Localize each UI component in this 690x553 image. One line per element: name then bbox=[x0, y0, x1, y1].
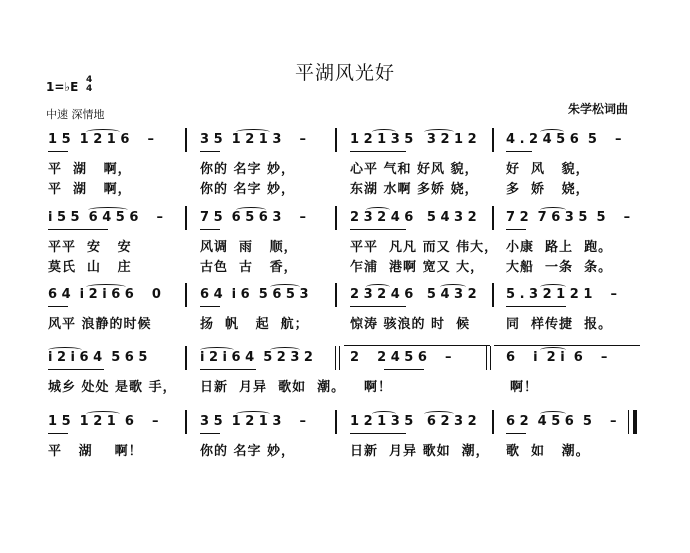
measure-2: 3 5 1 2 1 3 – bbox=[200, 414, 307, 429]
lyric-line-1 bbox=[0, 313, 690, 331]
slur bbox=[236, 411, 270, 417]
lyric-text: 日新 月异 歌如 潮， bbox=[350, 444, 490, 459]
lyric-text: 啊！ bbox=[510, 380, 539, 395]
underline bbox=[48, 229, 108, 230]
lyric-text: 城乡 处处 是歌 手， bbox=[48, 380, 177, 395]
underline bbox=[48, 433, 68, 434]
lyric-text: 同 样传捷 报。 bbox=[506, 317, 613, 332]
measure-1: i 2 i 6 4 5 6 5 bbox=[48, 350, 148, 365]
slur bbox=[86, 284, 126, 290]
lyric-text: 你的 名字 妙， bbox=[200, 182, 296, 197]
lyric-text: 平 湖 啊！ bbox=[48, 444, 143, 459]
score-system-4 bbox=[0, 350, 690, 410]
measure-2: i 2 i 6 4 5 2 3 2 bbox=[200, 350, 313, 365]
meter-top: 4 bbox=[86, 75, 93, 85]
notation-row bbox=[0, 132, 690, 154]
measure-2: 6 4 i 6 5 6 5 3 bbox=[200, 287, 309, 302]
barline bbox=[490, 346, 491, 370]
barline bbox=[335, 283, 337, 307]
underline bbox=[200, 229, 220, 230]
measure-1: 1 5 1 2 1 6 – bbox=[48, 132, 155, 147]
score-system-3 bbox=[0, 287, 690, 347]
slur bbox=[372, 411, 396, 417]
measure-1: i 5 5 6 4 5 6 – bbox=[48, 210, 164, 225]
underline bbox=[200, 306, 220, 307]
slur bbox=[440, 284, 466, 290]
lyric-text: 古色 古 香， bbox=[200, 260, 298, 275]
slur bbox=[270, 284, 300, 290]
notation-row bbox=[0, 414, 690, 436]
slur bbox=[88, 207, 128, 213]
lyric-text: 东湖 水啊 多娇 娆， bbox=[350, 182, 479, 197]
barline bbox=[185, 206, 187, 230]
lyric-text: 大船 一条 条。 bbox=[506, 260, 613, 275]
lyric-text: 平 湖 啊， bbox=[48, 182, 132, 197]
underline bbox=[48, 369, 104, 370]
lyric-line-1 bbox=[0, 376, 690, 394]
score-system-1 bbox=[0, 132, 690, 197]
underline bbox=[350, 306, 406, 307]
barline bbox=[492, 410, 494, 434]
final-barline bbox=[633, 410, 637, 434]
author-credit: 朱学松词曲 bbox=[568, 102, 629, 116]
slur bbox=[200, 347, 234, 353]
lyric-text: 平平 凡凡 而又 伟大， bbox=[350, 240, 499, 255]
measure-1: 6 4 i 2 i 6 6 0 bbox=[48, 287, 161, 302]
notation-row bbox=[0, 210, 690, 232]
barline bbox=[185, 410, 187, 434]
measure-3: 2 3 2 4 6 5 4 3 2 bbox=[350, 210, 477, 225]
lyric-text: 莫氏 山 庄 bbox=[48, 260, 132, 275]
underline bbox=[506, 229, 526, 230]
barline bbox=[492, 128, 494, 152]
slur bbox=[540, 347, 566, 353]
measure-4: 6 2 4 5 6 5 – bbox=[506, 414, 617, 429]
lyric-text: 惊涛 骇浪的 时 候 bbox=[350, 317, 471, 332]
slur bbox=[540, 129, 564, 135]
volta-bracket bbox=[344, 345, 490, 346]
measure-1: 1 5 1 2 1 6 – bbox=[48, 414, 159, 429]
barline bbox=[335, 206, 337, 230]
slur bbox=[236, 207, 266, 213]
song-title: 平湖风光好 bbox=[294, 62, 395, 84]
volta-bracket bbox=[494, 345, 640, 346]
lyric-text: 好 风 貌， bbox=[506, 162, 590, 177]
measure-2: 3 5 1 2 1 3 – bbox=[200, 132, 307, 147]
score-system-5 bbox=[0, 414, 690, 474]
slur bbox=[86, 411, 120, 417]
score-system-2 bbox=[0, 210, 690, 275]
slur bbox=[540, 207, 566, 213]
underline bbox=[350, 151, 406, 152]
barline bbox=[185, 128, 187, 152]
slur bbox=[372, 129, 396, 135]
meter-bottom: 4 bbox=[86, 84, 93, 94]
measure-4: 5 . 3 2 1 2 1 – bbox=[506, 287, 617, 302]
slur bbox=[48, 347, 82, 353]
slur bbox=[540, 411, 566, 417]
lyric-text: 乍浦 港啊 宽又 大， bbox=[350, 260, 485, 275]
barline bbox=[335, 128, 337, 152]
lyric-text: 你的 名字 妙， bbox=[200, 162, 296, 177]
underline bbox=[506, 433, 526, 434]
underline bbox=[350, 229, 406, 230]
underline bbox=[48, 151, 68, 152]
barline bbox=[492, 206, 494, 230]
barline bbox=[335, 346, 336, 370]
measure-3: 1 2 1 3 5 6 2 3 2 bbox=[350, 414, 477, 429]
slur bbox=[86, 129, 120, 135]
lyric-line-1 bbox=[0, 158, 690, 176]
final-barline bbox=[628, 410, 629, 434]
measure-3: 1 2 1 3 5 3 2 1 2 bbox=[350, 132, 477, 147]
measure-4: 4 . 2 4 5 6 5 – bbox=[506, 132, 622, 147]
lyric-text: 扬 帆 起 航； bbox=[200, 317, 309, 332]
underline bbox=[350, 433, 406, 434]
lyric-text: 平平 安 安 bbox=[48, 240, 132, 255]
barline bbox=[339, 346, 340, 370]
lyric-text: 风调 雨 顺， bbox=[200, 240, 298, 255]
lyric-text: 心平 气和 好风 貌， bbox=[350, 162, 479, 177]
underline bbox=[48, 306, 68, 307]
time-signature bbox=[86, 76, 92, 94]
notation-row bbox=[0, 287, 690, 309]
underline bbox=[200, 369, 256, 370]
underline bbox=[506, 151, 532, 152]
measure-3: 2 3 2 4 6 5 4 3 2 bbox=[350, 287, 477, 302]
tempo-marking: 中速 深情地 bbox=[46, 108, 105, 121]
lyric-text: 歌 如 潮。 bbox=[506, 444, 590, 459]
barline bbox=[492, 283, 494, 307]
slur bbox=[366, 284, 390, 290]
slur bbox=[424, 129, 454, 135]
slur bbox=[540, 284, 566, 290]
barline bbox=[486, 346, 487, 370]
lyric-line-2 bbox=[0, 256, 690, 274]
underline bbox=[384, 369, 424, 370]
lyric-line-2 bbox=[0, 178, 690, 196]
lyric-text: 日新 月异 歌如 潮。 bbox=[200, 380, 346, 395]
slur bbox=[236, 129, 270, 135]
lyric-text: 你的 名字 妙， bbox=[200, 444, 296, 459]
lyric-text: 风平 浪静的时候 bbox=[48, 317, 152, 332]
barline bbox=[185, 283, 187, 307]
lyric-text: 平 湖 啊， bbox=[48, 162, 132, 177]
notation-row bbox=[0, 350, 690, 372]
lyric-text: 多 娇 娆， bbox=[506, 182, 590, 197]
barline bbox=[185, 346, 187, 370]
lyric-line-1 bbox=[0, 440, 690, 458]
lyric-text: 小康 路上 跑。 bbox=[506, 240, 613, 255]
measure-3: 2 2 4 5 6 – bbox=[350, 350, 452, 365]
lyric-line-1 bbox=[0, 236, 690, 254]
key-signature: 1=♭E bbox=[46, 80, 79, 94]
underline bbox=[200, 433, 220, 434]
measure-4: 6 i 2 i 6 – bbox=[506, 350, 608, 365]
slur bbox=[424, 411, 454, 417]
measure-4: 7 2 7 6 3 5 5 – bbox=[506, 210, 631, 225]
slur bbox=[366, 207, 390, 213]
barline bbox=[335, 410, 337, 434]
underline bbox=[200, 151, 220, 152]
lyric-text: 啊！ bbox=[364, 380, 393, 395]
underline bbox=[506, 306, 566, 307]
slur bbox=[270, 347, 300, 353]
measure-2: 7 5 6 5 6 3 – bbox=[200, 210, 307, 225]
